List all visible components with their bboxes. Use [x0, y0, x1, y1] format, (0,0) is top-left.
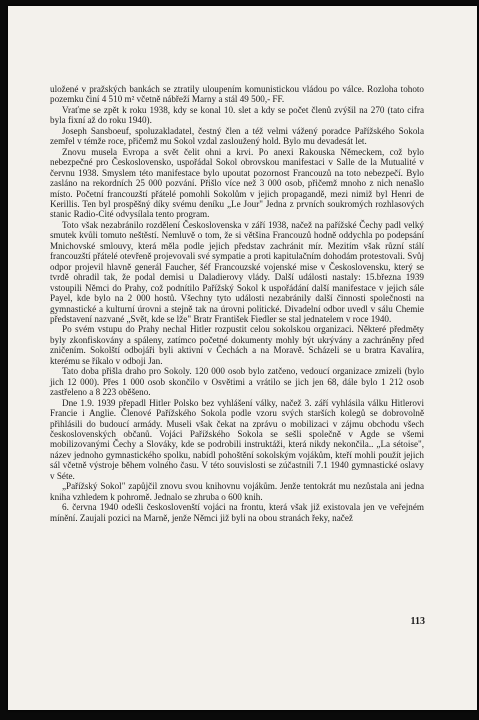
paragraph: Dne 1.9. 1939 přepadl Hitler Polsko bez vyhlášení války, načež 3. září vyhlásila válku Hitlerovi Francie i Anglie. Členové Pařížského Sokola podle vzoru svých starších kolegů se dobrovolně přihlásili do budoucí armády. Museli však čekat na zprávu o mobilizaci v zájmu obchodu všech československých občanů. Vojáci Pařížského Sokola se sešli společně v Agde se všemi mobilizovanými Čechy a Slováky, kde se podrobili instruktáži, která nikdy nekončila.. „La sétoise", název jednoho gymnastického spolku, nabídl pohoštění sokolským vojákům, kteří mohli použít jejich sál včetně výstroje během volného času. V této souvislosti se zúčastnili 7.1 1940 gymnastické oslavy v Séte.: [50, 397, 424, 481]
body-text: [50, 84, 424, 523]
book-page: [8, 6, 477, 710]
paragraph: Joseph Sansboeuf, spoluzakladatel, čestný člen a též velmi vážený poradce Pařížského Sokola zemřel v témže roce, přičemž mu Sokol vzdal zasloužený hold. Bylo mu devadesát let.: [50, 125, 424, 147]
paragraph: 6. června 1940 odešli českoslovenští vojáci na frontu, která však již existovala jen ve veřejném mínění. Zaujali pozici na Marně, jenže Němci již byli na obou stranách řeky, načež: [50, 502, 424, 523]
paragraph: Znovu musela Evropa a svět čelit ohni a krvi. Po anexi Rakouska Německem, což bylo nebezpečné pro Československo, uspořádal Sokol obrovskou manifestaci v Salle de la Mutualité v červnu 1938. Smyslem této manifestace bylo upoutat pozornost Francouzů na toto nebezpečí. Bylo zasláno na rekordních 25 000 pozvání. Přišlo více než 3 000 osob, přičemž mnoho z nich nenašlo místo. Početní francouzští přátelé pomohli Sokolům v jejich propagandě, mezi nimiž byl Henri de Kerillis. Ten byl prospěšný díky svému deníku „Le Jour" Jedna z prvních soukromých rozhlasových stanic Radio-Cité odvysílala tento program.: [50, 146, 424, 220]
paragraph: uložené v pražských bankách se ztratily uloupením komunistickou vládou po válce. Rozloha tohoto pozemku činí 4 510 m² včetně nábřeží Marny a stál 49 500,- FF.: [50, 84, 424, 105]
paragraph: Toto však nezabránilo rozdělení Československa v září 1938, načež na pařížské Čechy padl velký smutek kvůli tomuto neštěstí. Nemluvě o tom, že si většina Francouzů hodně oddychla po podepsání Mnichovské smlouvy, která měla podle jejich představ zachránit mír. Mezitím však různí stálí francouzští přátelé otevřeně projevovali své sympatie a proti kapitulačním dohodám protestovali. Svůj odpor projevil hlavně generál Faucher, šéf Francouzské vojenské mise v Československu, který se tvrdě ohradil tak, že podal demisi u Daladierovy vlády. Další události nastaly: 15.března 1939 vstoupili Němci do Prahy, což podnítilo Pařížský Sokol k uspořádání další manifestace v jejich sále Payel, kde bylo na 2 000 hostů. Všechny tyto události nezabránily další činnosti společnosti na gymnastické a kulturní úrovni a stejně tak na úrovni politické. Divadelní odbor uvedl v sálu Chemie představení nazvané „Svět, kde se lže" Bratr František Fiedler se stal jednatelem v roce 1940.: [50, 219, 424, 324]
paragraph: Vraťme se zpět k roku 1938, kdy se konal 10. slet a kdy se počet členů zvýšil na 270 (tato cifra byla fixní až do roku 1940).: [50, 104, 424, 126]
paragraph: Tato doba přišla draho pro Sokoly. 120 000 osob bylo zatčeno, vedoucí organizace zmizeli (bylo jich 12 000). Přes 1 000 osob skončilo v Osvětimi a vrátilo se jich jen 68, dále bylo 1 212 osob zastřeleno a 8 223 oběšeno.: [50, 366, 424, 398]
paragraph: „Pařížský Sokol" zapůjčil znovu svou knihovnu vojákům. Jenže tentokrát mu nezůstala ani jedna kniha vzhledem k pohromě. Jednalo se zhruba o 600 knih.: [50, 481, 424, 502]
page-number: 113: [410, 616, 425, 627]
paragraph: Po svém vstupu do Prahy nechal Hitler rozpustit celou sokolskou organizaci. Některé předměty byly zkonfiskovány a spáleny, zatímco početné dokumenty mohly být ukrývány a zachráněny před zničením. Sokolští odbojáři byli aktivní v Čechách a na Moravě. Scházeli se u bratra Kavalíra, kterému se říkalo v odboji Jan.: [50, 324, 424, 366]
